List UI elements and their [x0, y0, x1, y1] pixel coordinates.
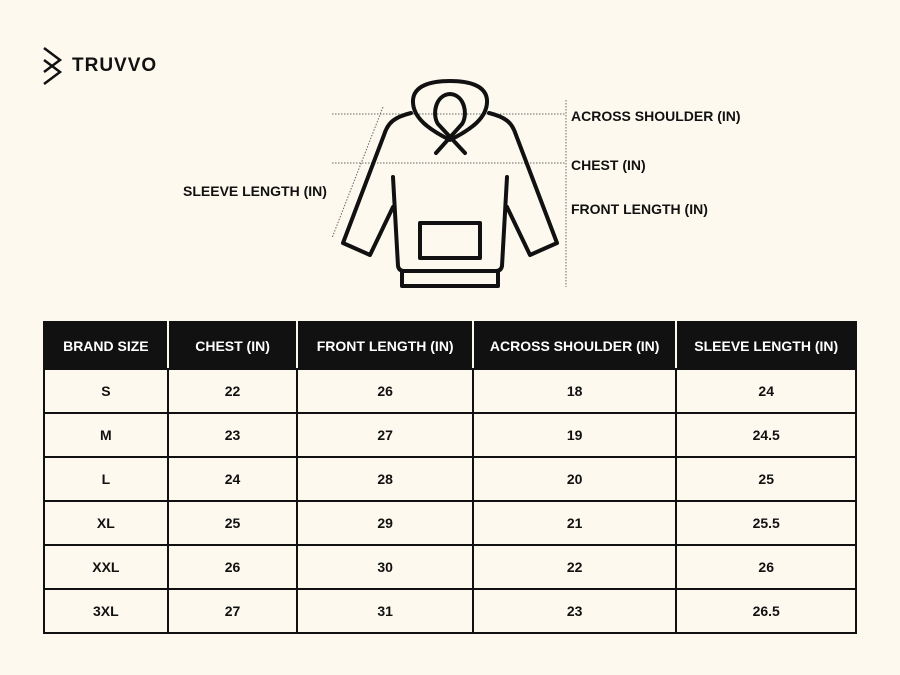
table-cell: 3XL [44, 589, 168, 633]
table-cell: 28 [297, 457, 473, 501]
table-cell: 21 [473, 501, 677, 545]
table-cell: 25 [168, 501, 298, 545]
hoodie-diagram [0, 0, 900, 300]
table-cell: 27 [297, 413, 473, 457]
table-cell: 24 [168, 457, 298, 501]
table-row [44, 545, 856, 589]
across-shoulder-label: ACROSS SHOULDER (IN) [571, 108, 741, 124]
table-row [44, 413, 856, 457]
table-cell: 20 [473, 457, 677, 501]
table-cell: L [44, 457, 168, 501]
table-cell: 22 [473, 545, 677, 589]
table-cell: 27 [168, 589, 298, 633]
table-cell: 23 [473, 589, 677, 633]
hoodie-outline-icon [343, 81, 557, 286]
table-cell: 26 [676, 545, 856, 589]
size-table [43, 321, 857, 634]
table-cell: 22 [168, 369, 298, 413]
column-header: SLEEVE LENGTH (IN) [676, 322, 856, 369]
sleeve-length-label: SLEEVE LENGTH (IN) [183, 183, 327, 199]
table-cell: 18 [473, 369, 677, 413]
sleeve-length-line [332, 107, 383, 238]
brand-name: TRUVVO [72, 55, 158, 76]
column-header: FRONT LENGTH (IN) [297, 322, 473, 369]
table-row [44, 589, 856, 633]
column-header: BRAND SIZE [44, 322, 168, 369]
table-cell: 24 [676, 369, 856, 413]
column-header: CHEST (IN) [168, 322, 298, 369]
table-cell: XL [44, 501, 168, 545]
front-length-label: FRONT LENGTH (IN) [571, 201, 708, 217]
table-row [44, 457, 856, 501]
table-row [44, 369, 856, 413]
table-cell: 26.5 [676, 589, 856, 633]
chest-label: CHEST (IN) [571, 157, 646, 173]
table-cell: 26 [297, 369, 473, 413]
table-cell: S [44, 369, 168, 413]
table-cell: 30 [297, 545, 473, 589]
table-cell: 25 [676, 457, 856, 501]
column-header: ACROSS SHOULDER (IN) [473, 322, 677, 369]
table-cell: 24.5 [676, 413, 856, 457]
table-cell: 29 [297, 501, 473, 545]
table-cell: 19 [473, 413, 677, 457]
table-cell: 25.5 [676, 501, 856, 545]
table-cell: XXL [44, 545, 168, 589]
table-row [44, 501, 856, 545]
table-header-row [44, 322, 856, 369]
table-cell: 31 [297, 589, 473, 633]
table-cell: 23 [168, 413, 298, 457]
table-cell: 26 [168, 545, 298, 589]
table-cell: M [44, 413, 168, 457]
